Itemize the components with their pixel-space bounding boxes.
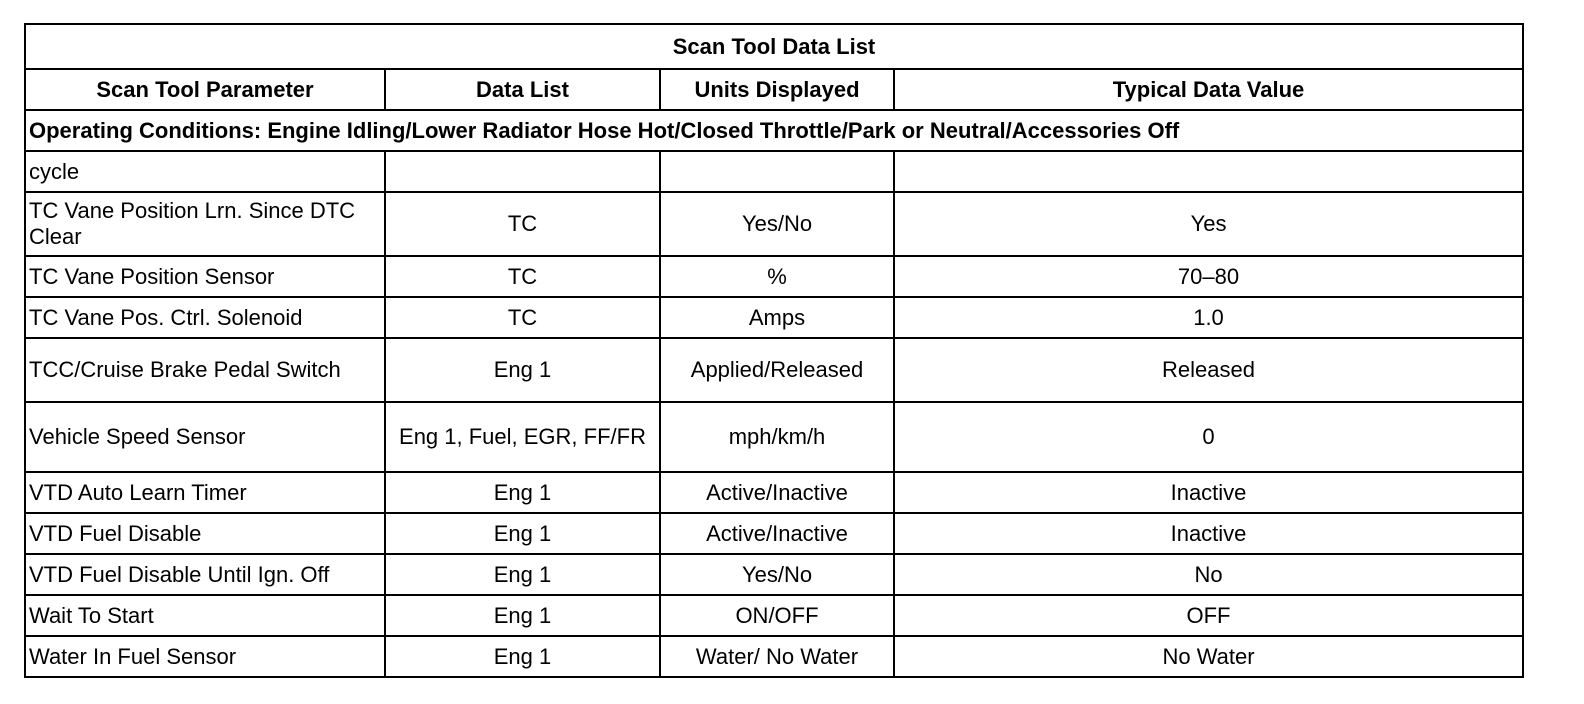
scan-tool-data-table (24, 23, 1524, 678)
header-scan-tool-parameter: Scan Tool Parameter (25, 69, 385, 110)
header-units-displayed: Units Displayed (660, 69, 894, 110)
cell-parameter: cycle (25, 151, 385, 192)
table-header-row (25, 69, 1523, 110)
operating-conditions-row (25, 110, 1523, 151)
cell-parameter: TC Vane Position Sensor (25, 256, 385, 297)
cell-parameter: Water In Fuel Sensor (25, 636, 385, 677)
table-row (25, 256, 1523, 297)
cell-parameter: TCC/Cruise Brake Pedal Switch (25, 338, 385, 402)
cell-data-list: TC (385, 297, 660, 338)
table-row (25, 192, 1523, 256)
cell-parameter: Wait To Start (25, 595, 385, 636)
cell-units: Active/Inactive (660, 472, 894, 513)
cell-units: Active/Inactive (660, 513, 894, 554)
header-data-list: Data List (385, 69, 660, 110)
cell-units: Amps (660, 297, 894, 338)
cell-data-list: TC (385, 256, 660, 297)
table-row (25, 472, 1523, 513)
cell-parameter: TC Vane Pos. Ctrl. Solenoid (25, 297, 385, 338)
cell-parameter: VTD Auto Learn Timer (25, 472, 385, 513)
table-row (25, 151, 1523, 192)
table-row (25, 554, 1523, 595)
cell-parameter: VTD Fuel Disable Until Ign. Off (25, 554, 385, 595)
header-typical-data-value: Typical Data Value (894, 69, 1523, 110)
cell-typical-value: Inactive (894, 513, 1523, 554)
cell-units (660, 151, 894, 192)
cell-units: Yes/No (660, 554, 894, 595)
cell-typical-value: Released (894, 338, 1523, 402)
table-row (25, 595, 1523, 636)
cell-parameter: VTD Fuel Disable (25, 513, 385, 554)
cell-typical-value: No Water (894, 636, 1523, 677)
cell-units: Water/ No Water (660, 636, 894, 677)
cell-typical-value: OFF (894, 595, 1523, 636)
cell-data-list: TC (385, 192, 660, 256)
cell-data-list (385, 151, 660, 192)
cell-typical-value: 70–80 (894, 256, 1523, 297)
table-row (25, 513, 1523, 554)
cell-data-list: Eng 1 (385, 636, 660, 677)
table-row (25, 297, 1523, 338)
cell-parameter: TC Vane Position Lrn. Since DTC Clear (25, 192, 385, 256)
table-title-row (25, 24, 1523, 69)
cell-typical-value: Yes (894, 192, 1523, 256)
cell-data-list: Eng 1 (385, 554, 660, 595)
table-row (25, 636, 1523, 677)
cell-parameter: Vehicle Speed Sensor (25, 402, 385, 472)
cell-typical-value: 1.0 (894, 297, 1523, 338)
cell-data-list: Eng 1, Fuel, EGR, FF/FR (385, 402, 660, 472)
cell-units: ON/OFF (660, 595, 894, 636)
cell-units: Applied/Released (660, 338, 894, 402)
cell-units: % (660, 256, 894, 297)
cell-data-list: Eng 1 (385, 513, 660, 554)
cell-data-list: Eng 1 (385, 338, 660, 402)
cell-units: Yes/No (660, 192, 894, 256)
cell-typical-value: No (894, 554, 1523, 595)
table-row (25, 402, 1523, 472)
cell-units: mph/km/h (660, 402, 894, 472)
table-row (25, 338, 1523, 402)
table-title: Scan Tool Data List (25, 24, 1523, 69)
operating-conditions: Operating Conditions: Engine Idling/Lower Radiator Hose Hot/Closed Throttle/Park or Neutral/Accessories Off (25, 110, 1523, 151)
cell-data-list: Eng 1 (385, 595, 660, 636)
cell-typical-value: Inactive (894, 472, 1523, 513)
cell-typical-value (894, 151, 1523, 192)
cell-data-list: Eng 1 (385, 472, 660, 513)
cell-typical-value: 0 (894, 402, 1523, 472)
